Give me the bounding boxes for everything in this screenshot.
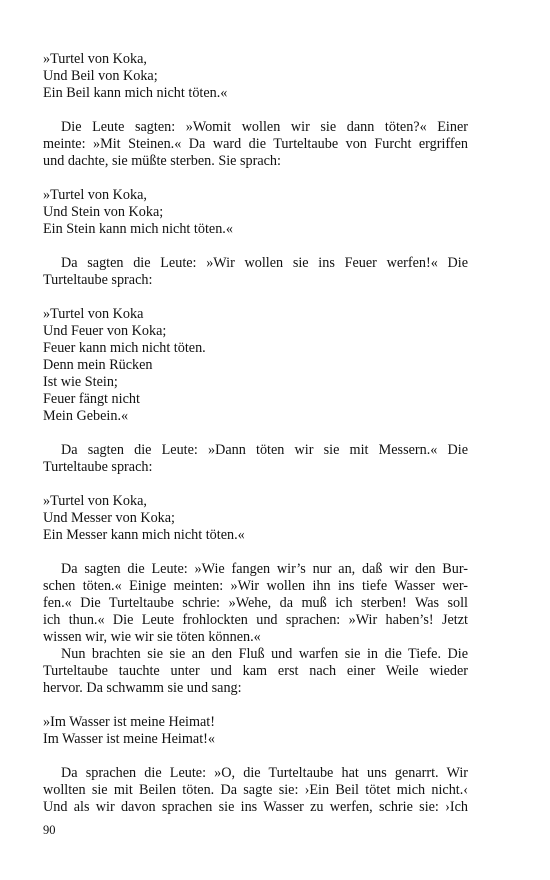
text-line: und dachte, sie müßte sterben. Sie sprach: — [43, 153, 281, 169]
paragraph — [43, 561, 468, 697]
verse-block — [43, 187, 468, 238]
text-line: Da sagten die Leute: »Dann töten wir sie mit Messern.« Die — [61, 442, 468, 458]
text-line: Und als wir davon sprachen sie ins Wasser zu werfen, schrie sie: ›Ich — [43, 799, 468, 815]
text-line: hervor. Da schwamm sie und sang: — [43, 680, 242, 696]
text-line: Nun brachten sie sie an den Fluß und warfen sie in die Tiefe. Die — [61, 646, 468, 662]
verse-line: Ein Beil kann mich nicht töten.« — [43, 85, 228, 101]
verse-line: Im Wasser ist meine Heimat!« — [43, 731, 215, 747]
verse-line: Und Feuer von Koka; — [43, 323, 167, 339]
verse-line: Feuer kann mich nicht töten. — [43, 340, 206, 356]
verse-line: »Turtel von Koka — [43, 306, 144, 322]
verse-block — [43, 493, 468, 544]
text-line: Die Leute sagten: »Womit wollen wir sie dann töten?« Einer — [61, 119, 468, 135]
verse-block — [43, 51, 468, 102]
text-line: meinte: »Mit Steinen.« Da ward die Turteltaube von Furcht ergriffen — [43, 136, 468, 152]
paragraph — [43, 442, 468, 476]
text-line: fen.« Die Turteltaube schrie: »Wehe, da muß ich sterben! Was soll — [43, 595, 468, 611]
verse-line: Feuer fängt nicht — [43, 391, 140, 407]
text-line: wollten sie mit Beilen töten. Da sagte sie: ›Ein Beil tötet mich nicht.‹ — [43, 782, 468, 798]
verse-line: Und Beil von Koka; — [43, 68, 158, 84]
text-line: Da sagten die Leute: »Wie fangen wir’s nur an, daß wir den Bur- — [61, 561, 468, 577]
text-line: Da sagten die Leute: »Wir wollen sie ins Feuer werfen!« Die — [61, 255, 468, 271]
text-line: schen töten.« Einige meinten: »Wir wollen ihn ins tiefe Wasser wer- — [43, 578, 468, 594]
verse-line: Und Stein von Koka; — [43, 204, 164, 220]
text-line: Turteltaube sprach: — [43, 272, 153, 288]
text-line: Da sprachen die Leute: »O, die Turteltaube hat uns genarrt. Wir — [61, 765, 468, 781]
verse-line: Mein Gebein.« — [43, 408, 129, 424]
text-line: wissen wir, wie wir sie töten können.« — [43, 629, 261, 645]
paragraph — [43, 255, 468, 289]
verse-line: Ein Stein kann mich nicht töten.« — [43, 221, 233, 237]
verse-line: Ist wie Stein; — [43, 374, 118, 390]
verse-line: »Turtel von Koka, — [43, 187, 147, 203]
verse-line: »Turtel von Koka, — [43, 51, 147, 67]
page-number: 90 — [43, 823, 56, 837]
verse-block — [43, 714, 468, 748]
verse-line: Denn mein Rücken — [43, 357, 153, 373]
paragraph — [43, 119, 468, 170]
verse-line: Ein Messer kann mich nicht töten.« — [43, 527, 245, 543]
verse-line: Und Messer von Koka; — [43, 510, 176, 526]
paragraph — [43, 765, 468, 816]
text-line: ich thun.« Die Leute frohlockten und sprachen: »Wir haben’s! Jetzt — [43, 612, 468, 628]
text-line: Turteltaube sprach: — [43, 459, 153, 475]
verse-line: »Turtel von Koka, — [43, 493, 147, 509]
verse-line: »Im Wasser ist meine Heimat! — [43, 714, 215, 730]
page-text — [43, 51, 468, 816]
text-line: Turteltaube tauchte unter und kam erst nach einer Weile wieder — [43, 663, 468, 679]
verse-block — [43, 306, 468, 425]
